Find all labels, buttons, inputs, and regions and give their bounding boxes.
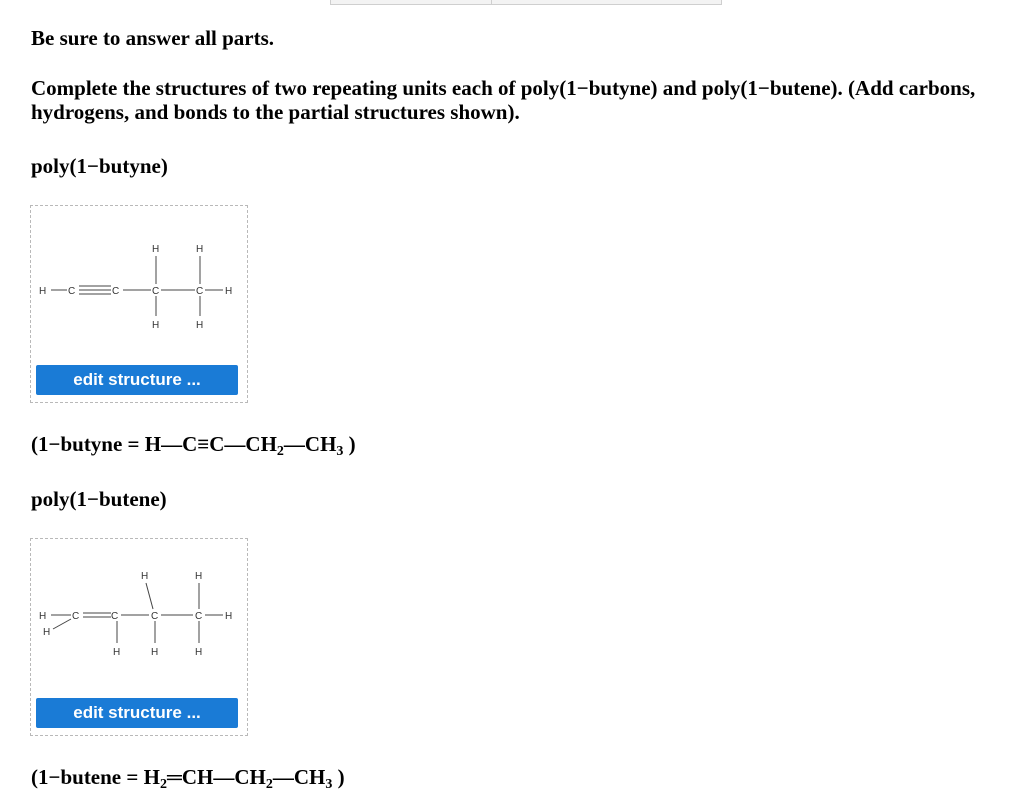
top-tab-bar — [330, 0, 722, 5]
atom-c: C — [152, 286, 160, 297]
instructions-text: Be sure to answer all parts. — [31, 26, 275, 50]
atom-h: H — [39, 611, 47, 622]
tab-divider — [491, 0, 492, 4]
atom-h: H — [43, 627, 51, 638]
atom-c: C — [196, 286, 204, 297]
atom-h: H — [151, 647, 159, 658]
atom-c: C — [72, 611, 80, 622]
edit-structure-button-butene[interactable]: edit structure ... — [36, 698, 238, 728]
atom-h: H — [225, 611, 233, 622]
atom-h: H — [113, 647, 121, 658]
question-text: Complete the structures of two repeating units each of poly(1−butyne) and poly(1−butene). (Add carbons, hydrogens, and bonds to the partial structures shown). — [31, 76, 976, 124]
butene-formula: (1−butene = $H_2═CH—CH_2—CH_3$ ) — [31, 765, 345, 792]
atom-h: H — [196, 320, 204, 331]
atom-h: H — [196, 244, 204, 255]
poly-butyne-structure-box[interactable] — [30, 205, 248, 403]
atom-h: H — [141, 571, 149, 582]
butyne-formula: (1−butyne = $H—C\equiv C—CH_2—CH_3$ ) — [31, 432, 356, 459]
atom-h: H — [152, 320, 160, 331]
edit-structure-button-butyne[interactable]: edit structure ... — [36, 365, 238, 395]
poly-butyne-label: poly(1−butyne) — [31, 154, 168, 178]
atom-h: H — [225, 286, 233, 297]
atom-h: H — [152, 244, 160, 255]
atom-h: H — [195, 571, 203, 582]
atom-c: C — [151, 611, 159, 622]
atom-c: C — [68, 286, 76, 297]
atom-h: H — [39, 286, 47, 297]
atom-c: C — [111, 611, 119, 622]
atom-h: H — [195, 647, 203, 658]
poly-butene-structure-box[interactable] — [30, 538, 248, 736]
atom-c: C — [195, 611, 203, 622]
poly-butene-label: poly(1−butene) — [31, 487, 167, 511]
atom-c: C — [112, 286, 120, 297]
